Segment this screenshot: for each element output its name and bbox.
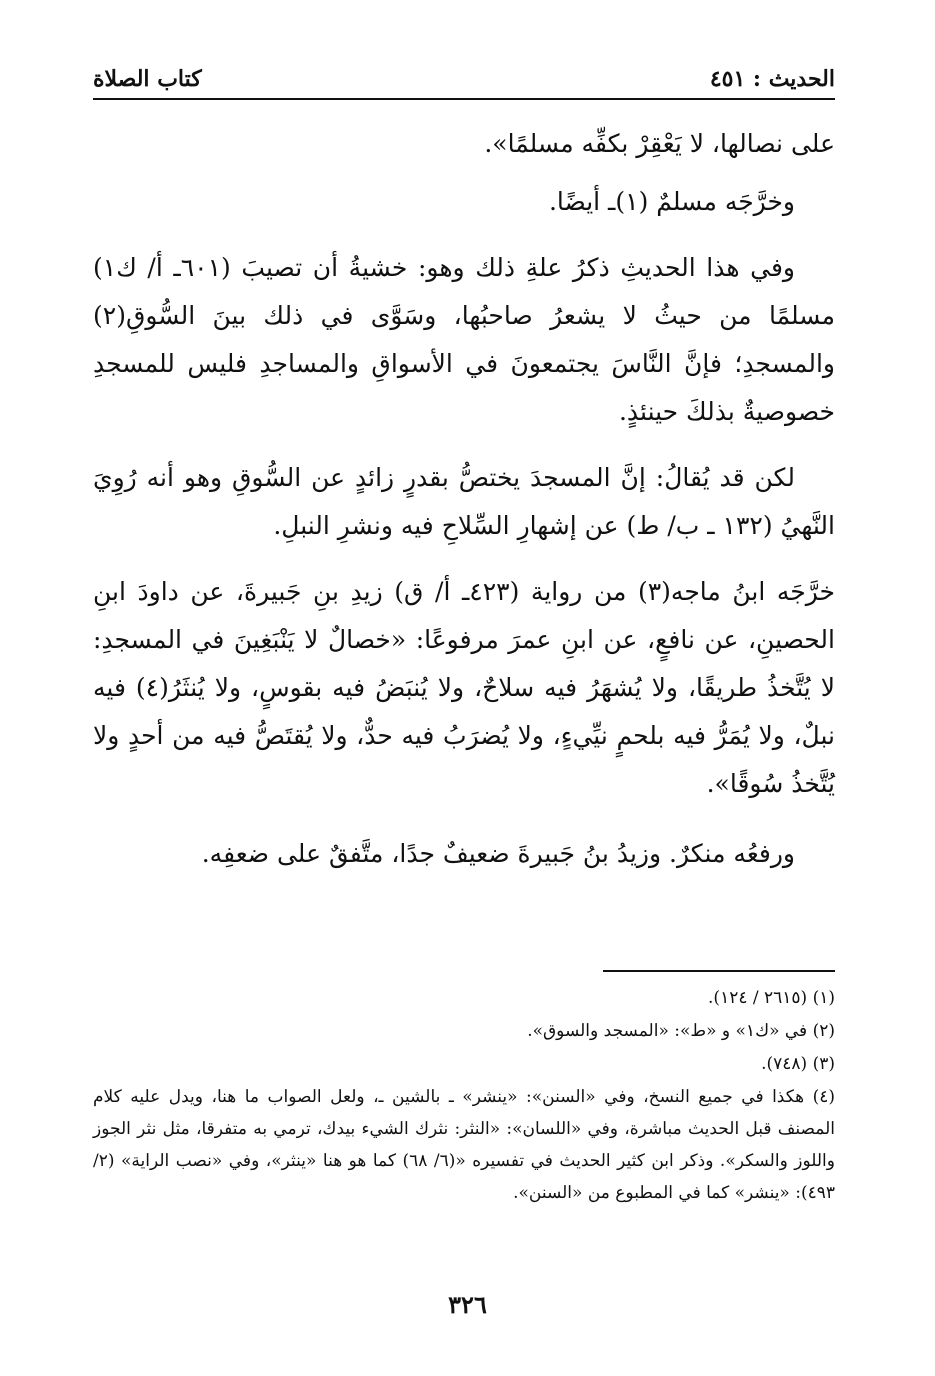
page-number: ٣٢٦ — [448, 1290, 487, 1319]
header-book-title: كتاب الصلاة — [93, 66, 202, 92]
paragraph-2: وخرَّجَه مسلمٌ (١)ـ أيضًا. — [548, 187, 795, 216]
footnote-4: (٤) هكذا في جميع النسخ، وفي «السنن»: «ينشر» ـ بالشين ـ، ولعل الصواب ما هنا، ويدل عليه كلام المصنف قبل الحديث مباشرة، وفي «اللسان»: «النثر: نثرك الشيء بيدك، ترمي به متفرقا، مثل نثر الجوز واللوز والسكر». وذكر ابن كثير الحديث في تفسيره «(٦/ ٦٨) كما هو هنا «ينثر»، وفي «نصب الراية» (٢/ ٤٩٣): «ينشر» كما في المطبوع من «السنن». — [93, 1087, 835, 1203]
main-text — [93, 120, 835, 878]
running-header — [93, 62, 835, 100]
paragraph-4: لكن قد يُقالُ: إنَّ المسجدَ يختصُّ بقدرٍ زائدٍ عن السُّوقِ وهو أنه رُوِيَ النَّهيُ (١٣٢ ـ ب/ ط) عن إشهارِ السِّلاحِ فيه ونشرِ النبلِ. — [93, 463, 835, 540]
footnote-divider — [603, 970, 835, 972]
footnotes — [93, 982, 835, 1209]
paragraph-5: خرَّجَه ابنُ ماجه(٣) من رواية (٤٢٣ـ أ/ ق) زيدِ بنِ جَبيرةَ، عن داودَ ابنِ الحصينِ، عن نافعٍ، عن ابنِ عمرَ مرفوعًا: «خصالٌ لا يَنْبَغِينَ في المسجدِ: لا يُتَّخذُ طريقًا، ولا يُشهَرُ فيه سلاحٌ، ولا يُنبَضُ فيه بقوسٍ، ولا يُنثَرُ(٤) فيه نبلٌ، ولا يُمَرُّ فيه بلحمٍ نيِّيءٍ، ولا يُضرَبُ فيه حدٌّ، ولا يُقتَصُّ فيه من أحدٍ ولا يُتَّخذُ سُوقًا». — [93, 577, 836, 798]
paragraph-3: وفي هذا الحديثِ ذكرُ علةِ ذلك وهو: خشيةُ أن تصيبَ (٦٠١ـ أ/ ك١) مسلمًا من حيثُ لا يشعرُ صاحبُها، وسَوَّى في ذلك بينَ السُّوقِ(٢) والمسجدِ؛ فإنَّ النَّاسَ يجتمعونَ في الأسواقِ والمساجدِ فليس للمسجدِ خصوصيةٌ بذلكَ حينئذٍ. — [93, 253, 835, 426]
footnote-3: (٣) (٧٤٨). — [761, 1054, 835, 1074]
paragraph-1: على نصالها، لا يَعْقِرْ بكفِّه مسلمًا». — [484, 129, 835, 158]
footnote-2: (٢) في «ك١» و «ط»: «المسجد والسوق». — [527, 1021, 835, 1041]
header-hadith-number: الحديث : ٤٥١ — [709, 66, 835, 92]
footnote-1: (١) (٢٦١٥ / ١٢٤). — [708, 988, 835, 1008]
paragraph-6: ورفعُه منكرٌ. وزيدُ بنُ جَبيرةَ ضعيفٌ جدًا، متَّفقٌ على ضعفِه. — [201, 839, 795, 868]
